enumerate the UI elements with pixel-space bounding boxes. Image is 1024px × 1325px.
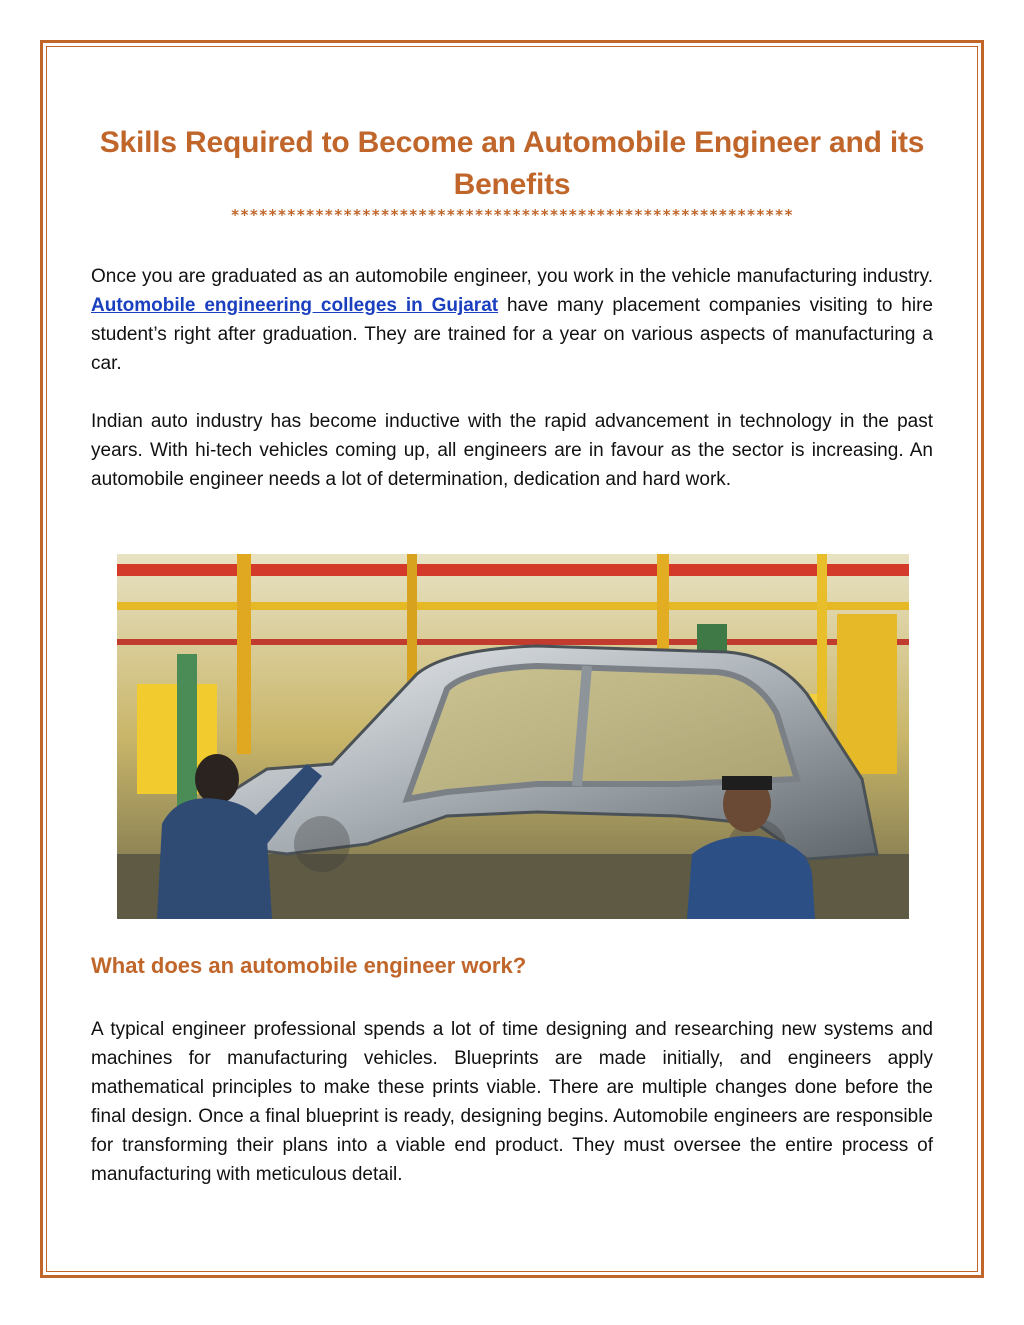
title-separator: ************************************************************ [230,206,794,224]
paragraph-intro-text: Once you are graduated as an automobile engineer, you work in the vehicle manufacturing industry. [91,266,933,287]
gujarat-colleges-link[interactable]: Automobile engineering colleges in Gujarat [91,295,499,316]
section-heading: What does an automobile engineer work? [91,953,527,978]
paragraph-intro-text-cont: have many placement companies visiting to hire student’s right after graduation. They are trained for a year on various aspects of manufacturing a car. [91,295,933,374]
car-assembly-photo [117,554,909,919]
car-assembly-illustration [117,554,909,919]
document-title: Skills Required to Become an Automobile Engineer and its Benefits [99,126,925,201]
paragraph-industry: Indian auto industry has become inductive with the rapid advancement in technology in the past years. With hi-tech vehicles coming up, all engineers are in favour as the sector is increasing. An automobile engineer needs a lot of determination, dedication and hard work. [91,411,933,490]
paragraph-work: A typical engineer professional spends a lot of time designing and researching new systems and machines for manufacturing vehicles. Blueprints are made initially, and engineers apply mathematical principles to make these prints viable. There are multiple changes done before the final design. Once a final blueprint is ready, designing begins. Automobile engineers are responsible for transforming their plans into a viable end product. They must oversee the entire process of manufacturing with meticulous detail. [91,1019,933,1185]
document-body [91,122,933,494]
paragraph-intro [91,262,933,378]
